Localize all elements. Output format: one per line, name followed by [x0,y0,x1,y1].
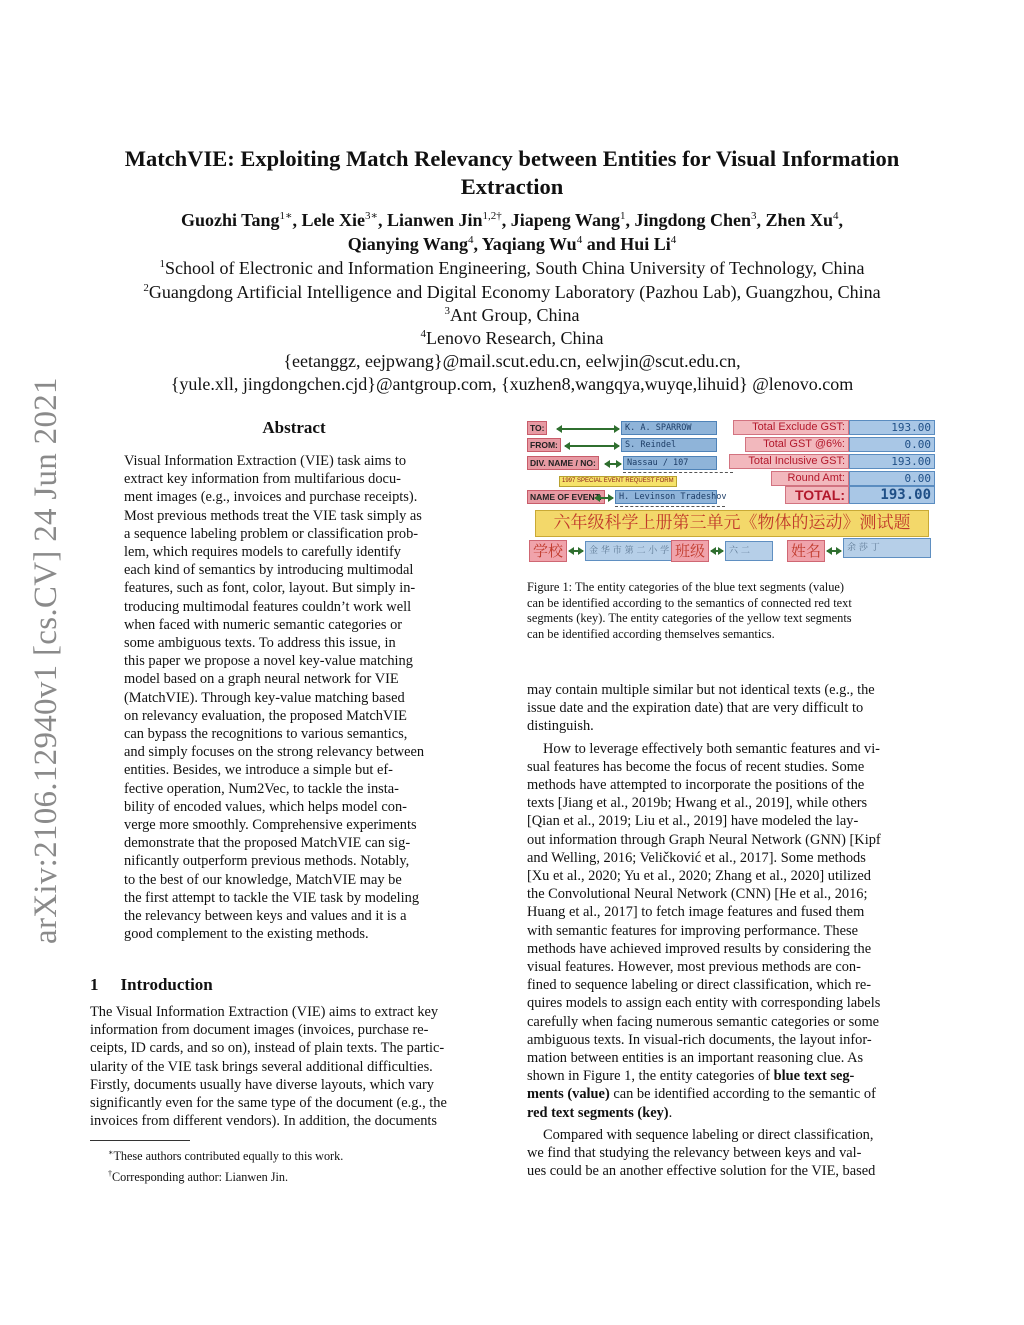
author-name: Guozhi Tang [180,210,280,230]
text-line: this paper we propose a novel key-value matching [124,653,413,670]
text-line: [Qian et al., 2019; Liu et al., 2019] have modeled the lay- [527,813,859,830]
value-to: K. A. SPARROW [621,421,717,435]
text-run: . [668,1104,673,1121]
author-sup: 4 [467,234,474,246]
text-line: methods have attempted to incorporate the positions of the [527,777,865,794]
text-line: ues could be an another effective solution for the VIE, based [527,1163,876,1180]
key-total: TOTAL: [785,486,849,504]
key-from: FROM: [527,438,561,452]
text-line: we find that studying the relevancy between keys and val- [527,1145,862,1162]
text-line: ularity of the VIE task brings several additional difficulties. [90,1058,433,1075]
text-line: when faced with numeric semantic categories or [124,616,403,633]
author-sup: 1 [619,210,626,222]
author-list [60,208,964,256]
affiliation-1 [40,257,984,280]
text-line: nificantly outperform previous methods. Notably, [124,853,410,870]
text-line: fective operation, Num2Vec, to tackle the insta- [124,780,399,797]
text-line: Compared with sequence labeling or direct classification, [543,1126,874,1143]
link-arrow [557,428,619,430]
affil-text: Ant Group, China [450,305,580,325]
value-total-inclusive: 193.00 [849,454,935,469]
link-arrow [711,550,723,552]
cn-key-class: 班级 [671,540,709,562]
text-line: the first attempt to tackle the VIE task by modeling [124,889,420,906]
title-line-1: MatchVIE: Exploiting Match Relevancy between Entities for Visual Information [124,146,900,171]
footnote-text: Corresponding author: Lianwen Jin. [112,1170,289,1185]
text-line: mation between entities is an important reasoning clue. As [527,1050,864,1067]
text-line: ceipts, ID cards, and so on), instead of plain texts. The partic- [90,1040,445,1057]
bold-run: blue text seg- [773,1068,855,1085]
author-sup: 4 [833,210,839,222]
text-line: invoices from different vendors). In addition, the documents [90,1113,438,1130]
text-line: each kind of semantics by introducing multimodal [124,562,414,579]
value-total-exclude: 193.00 [849,420,935,435]
text-line: Figure 1: The entity categories of the blue text segments (value) [527,580,845,594]
text-line: can be identified according to the semantics of connected red text [527,595,852,610]
cn-value-class: 六 二 [725,541,773,561]
footnotes [108,1144,343,1186]
author-sup: 3 [751,210,757,222]
text-line: troducing multimodal features couldn’t work well [124,598,412,615]
key-total-gst: Total GST @6%: [745,437,849,452]
text-line: The Visual Information Extraction (VIE) aims to extract key [90,1004,439,1020]
abstract-heading: Abstract [262,418,326,437]
affil-sup: 2 [143,282,149,294]
author-name: Zhen Xu [765,210,834,230]
text-line: Huang et al., 2017] to fetch image features and fused them [527,904,865,921]
text-line: demonstrate that the proposed MatchVIE can sig- [124,835,411,852]
text-run: can be identified according to the semantic of [609,1086,876,1103]
key-div-name: DIV. NAME / NO: [527,456,599,470]
affiliation-2 [40,281,984,304]
text-line: entities. Besides, we introduce a simple but ef- [124,762,393,779]
author-sup: 3∗ [364,210,378,222]
bold-run: red text segments (key) [527,1104,669,1121]
section-title: Introduction [120,975,213,994]
footnote-mark: † [108,1169,112,1179]
cn-value-school: 金 华 市 第 二 小 学 [585,541,673,561]
author-sup: 4 [576,234,583,246]
text-line: distinguish. [527,718,594,735]
text-line [527,1067,935,1085]
author-name: Jiapeng Wang [510,210,620,230]
text-line: (MatchVIE). Through key-value matching based [124,689,405,706]
text-line: bility of encoded values, which helps model con- [124,798,407,815]
text-line: features, such as font, color, layout. But simply in- [124,580,416,597]
text-line [527,1085,935,1103]
text-line: verge more smoothly. Comprehensive experiments [124,817,417,834]
affiliation-4 [40,327,984,350]
right-column-body [527,681,935,1180]
text-line: sual features has become the focus of recent studies. Some [527,758,865,775]
affil-sup: 1 [159,258,165,270]
paragraph-continued [527,681,935,736]
cn-key-name: 姓名 [787,540,825,562]
section-number: 1 [90,975,99,994]
text-line: the Convolutional Neural Network (CNN) [He et al., 2016; [527,886,868,903]
value-event: H. Levinson Tradeshov [615,490,717,504]
text-line: carefully when facing numerous semantic categories or some [527,1013,880,1030]
bold-run: ments (value) [527,1086,610,1103]
author-sup: 1,2† [482,210,502,222]
affil-text: School of Electronic and Information Engineering, South China University of Technology, China [164,258,865,278]
form-line [615,506,725,507]
text-line: model based on a graph neural network for VIE [124,671,399,688]
paragraph-related-work [527,740,935,1068]
section-heading [90,975,235,995]
abstract-body [124,452,464,943]
link-arrow [569,550,583,552]
text-line: can bypass the recognitions to various semantics, [124,726,408,743]
author-name: Lele Xie [301,210,365,230]
affil-text: Lenovo Research, China [426,328,604,348]
text-line: visual features. However, most previous methods are con- [527,959,861,976]
paragraph-tail [527,1067,935,1122]
text-line: texts [Jiang et al., 2019b; Hwang et al., 2019], while others [527,795,868,812]
value-from: S. Reindel [621,438,717,452]
cn-key-school: 学校 [529,540,567,562]
text-line: good complement to the existing methods. [124,926,369,943]
form-line [623,472,733,473]
key-total-inclusive: Total Inclusive GST: [729,454,849,469]
cn-value-name: 余 莎 丁 [843,538,931,558]
text-line: Firstly, documents usually have diverse layouts, which vary [90,1076,434,1093]
figure-caption [527,580,935,642]
email-line-1: {eetanggz, eejpwang}@mail.scut.edu.cn, eelwjin@scut.edu.cn, [283,351,741,371]
link-arrow [565,445,619,447]
title-line-2: Extraction [460,174,564,199]
author-name: Lianwen Jin [386,210,483,230]
value-round-amt: 0.00 [849,471,935,486]
key-total-exclude: Total Exclude GST: [733,420,849,435]
text-line: fined to sequence labeling or direct classification, which re- [527,977,872,994]
footnote [108,1165,343,1186]
text-line: to the best of our knowledge, MatchVIE may be [124,871,402,888]
affil-text: Guangdong Artificial Intelligence and Digital Economy Laboratory (Pazhou Lab), Guangzhou, China [148,282,881,302]
text-line: lem, which requires models to carefully identify [124,544,401,561]
text-line: and Welling, 2016; Veličković et al., 2017]. Some methods [527,849,866,866]
author-line-1: Guozhi Tang$^{1∗}$, Lele Xie$^{3∗}$, Lianwen Jin$^{1,2\dagger}$, Jiapeng Wang$^1$, Jingdong Chen$^3$, Zhen Xu$^4$, [180,210,844,230]
text-line: a sequence labeling problem or classification prob- [124,525,419,542]
author-name: Hui Li [620,234,671,254]
text-line: quires models to assign each entity with corresponding labels [527,995,881,1012]
text-line: methods have achieved improved results by considering the [527,940,872,957]
author-name: Qianying Wang [347,234,468,254]
value-total: 193.00 [849,486,935,504]
text-line: on relevancy evaluation, the proposed MatchVIE [124,707,407,724]
intro-paragraph [90,1003,498,1130]
text-line: [Xu et al., 2020; Yu et al., 2020; Zhang et al., 2020] utilized [527,868,871,885]
text-line: the relevancy between keys and values and it is a [124,908,407,925]
text-line: some ambiguous texts. To address this issue, in [124,635,396,652]
author-sup: 4 [670,234,677,246]
form-title-yellow: 1997 SPECIAL EVENT REQUEST FORM [559,476,677,487]
text-line: with semantic features for improving performance. These [527,922,858,939]
text-line: ment images (e.g., invoices and purchase receipts). [124,489,418,506]
author-sup: 1∗ [279,210,293,222]
footnote-text: These authors contributed equally to this work. [113,1149,344,1164]
key-round-amt: Round Amt: [771,471,849,486]
text-line: Visual Information Extraction (VIE) task aims to [124,453,407,469]
author-and: and [586,234,616,254]
footnote-mark: ∗ [108,1148,114,1157]
text-line: and simply focuses on the strong relevancy between [124,744,425,761]
paper-title [60,145,964,201]
author-line-2: Qianying Wang$^4$, Yaqiang Wu$^4$ and Hui Li$^4$ [347,234,677,254]
text-line: significantly even for the same type of the document (e.g., the [90,1095,447,1112]
affil-sup: 4 [420,328,427,340]
value-total-gst: 0.00 [849,437,935,452]
paragraph-compared [527,1126,935,1181]
email-line-2: {yule.xll, jingdongchen.cjd}@antgroup.com, {xuzhen8,wangqya,wuyqe,lihuid} @lenovo.com [170,374,854,394]
key-to: TO: [527,421,547,435]
text-line: Most previous methods treat the VIE task simply as [124,507,422,524]
link-arrow [605,463,621,465]
text-line: information from document images (invoices, purchase re- [90,1022,429,1039]
text-line: extract key information from multifarious docu- [124,471,401,488]
text-line: can be identified according themselves semantics. [527,626,775,641]
figure-1 [527,414,935,569]
cn-exam-title: 六年级科学上册第三单元《物体的运动》测试题 [535,510,929,537]
affil-sup: 3 [444,305,450,317]
text-line [527,1104,935,1122]
text-line: How to leverage effectively both semantic features and vi- [543,740,880,757]
arxiv-stamp: arXiv:2106.12940v1 [cs.CV] 24 Jun 2021 [28,377,64,944]
affiliation-3 [40,304,984,327]
link-arrow [595,497,613,499]
author-name: Jingdong Chen [634,210,752,230]
footnote [108,1144,343,1165]
link-arrow [827,550,841,552]
text-line: issue date and the expiration date) that are very difficult to [527,700,864,717]
text-line: segments (key). The entity categories of the yellow text segments [527,611,852,626]
text-run: shown in Figure 1, the entity categories of [527,1068,774,1085]
footnote-rule [90,1140,190,1141]
text-line: ambiguous texts. In visual-rich documents, the layout infor- [527,1031,872,1048]
author-name: Yaqiang Wu [481,234,577,254]
key-event: NAME OF EVENT: [527,490,605,504]
value-div-name: Nassau / 107 [623,456,717,470]
text-line: out information through Graph Neural Network (GNN) [Kipf [527,831,881,848]
text-line: may contain multiple similar but not identical texts (e.g., the [527,682,875,698]
